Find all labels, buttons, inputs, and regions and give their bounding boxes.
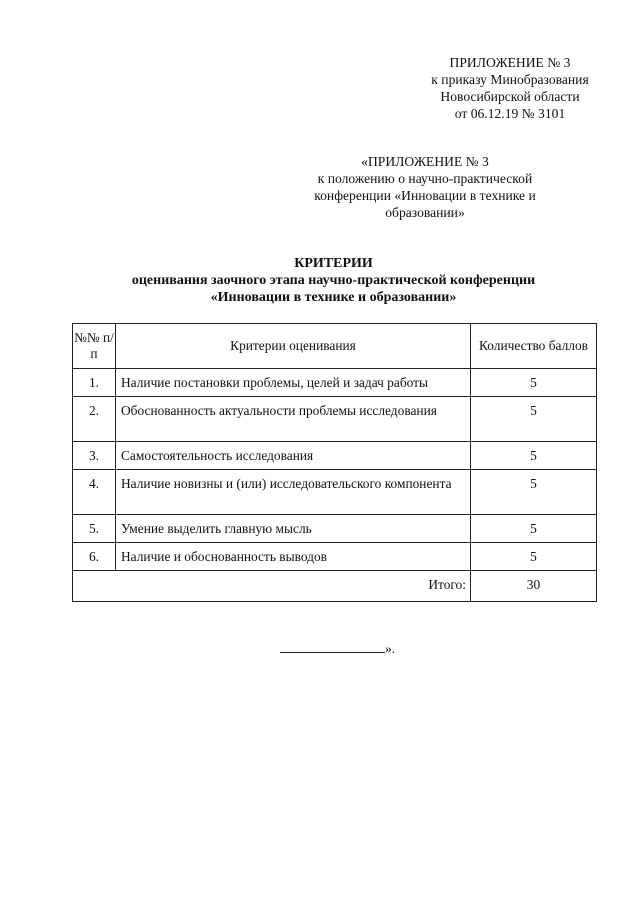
table-row (73, 515, 597, 543)
closing-line (280, 640, 395, 657)
table-row (73, 470, 597, 515)
row-criterion: Наличие и обоснованность выводов (115, 543, 470, 571)
heading-title: КРИТЕРИИ (294, 256, 373, 271)
header-number: №№ п/п (73, 324, 116, 369)
table-row (73, 369, 597, 397)
row-number: 6. (73, 543, 116, 571)
heading-subtitle-line-2: «Инновации в технике и образовании» (210, 290, 457, 305)
annex-regulation-line-4: образовании» (385, 205, 465, 220)
row-criterion: Обоснованность актуальности проблемы исследования (115, 397, 470, 442)
annex-regulation-line-1: «ПРИЛОЖЕНИЕ № 3 (361, 154, 489, 169)
annex-order-block (400, 54, 620, 122)
total-value: 30 (470, 571, 596, 602)
row-score: 5 (470, 470, 596, 515)
table-row (73, 442, 597, 470)
document-heading (70, 255, 597, 306)
row-number: 2. (73, 397, 116, 442)
table-header-row (73, 324, 597, 369)
closing-quote: ». (385, 641, 396, 656)
total-label: Итого: (73, 571, 471, 602)
row-score: 5 (470, 369, 596, 397)
row-score: 5 (470, 543, 596, 571)
annex-order-line-3: Новосибирской области (440, 89, 580, 104)
table-row (73, 543, 597, 571)
row-score: 5 (470, 442, 596, 470)
table-row (73, 397, 597, 442)
row-criterion: Наличие новизны и (или) исследовательского компонента (115, 470, 470, 515)
row-number: 4. (73, 470, 116, 515)
row-criterion: Умение выделить главную мысль (115, 515, 470, 543)
row-criterion: Наличие постановки проблемы, целей и задач работы (115, 369, 470, 397)
signature-underline (280, 640, 385, 653)
criteria-table (72, 323, 597, 602)
row-number: 3. (73, 442, 116, 470)
annex-regulation-block (300, 153, 550, 221)
row-criterion: Самостоятельность исследования (115, 442, 470, 470)
row-score: 5 (470, 397, 596, 442)
heading-subtitle-line-1: оценивания заочного этапа научно-практической конференции (131, 273, 536, 288)
annex-regulation-line-2: к положению о научно-практической (317, 171, 533, 186)
annex-order-line-1: ПРИЛОЖЕНИЕ № 3 (449, 55, 571, 70)
row-score: 5 (470, 515, 596, 543)
header-score: Количество баллов (470, 324, 596, 369)
annex-order-line-4: от 06.12.19 № 3101 (454, 106, 566, 121)
row-number: 1. (73, 369, 116, 397)
table-total-row (73, 571, 597, 602)
row-number: 5. (73, 515, 116, 543)
annex-regulation-line-3: конференции «Инновации в технике и (314, 188, 536, 203)
annex-order-line-2: к приказу Минобразования (431, 72, 589, 87)
header-criteria: Критерии оценивания (115, 324, 470, 369)
